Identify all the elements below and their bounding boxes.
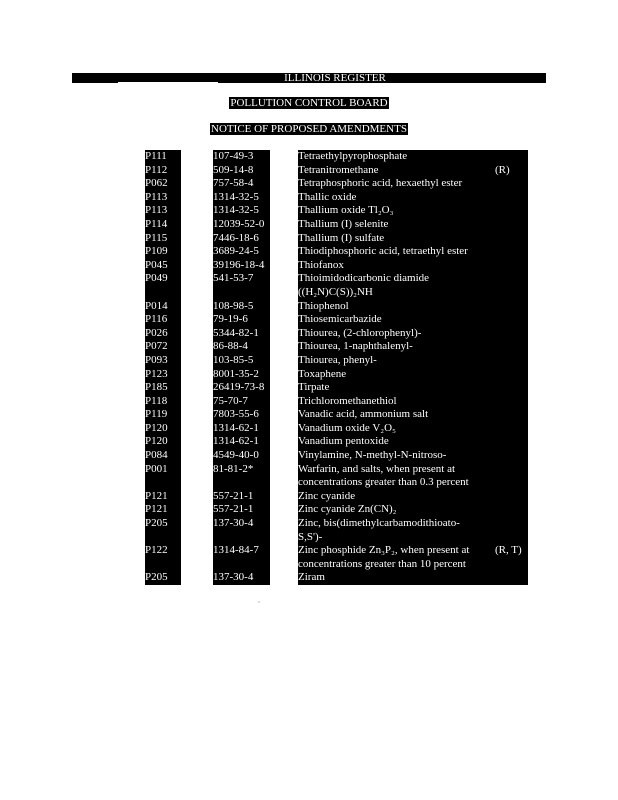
cas-number-cell <box>213 286 270 300</box>
substance-name-cell: S,S')- <box>298 531 495 545</box>
column-gap <box>270 435 298 449</box>
board-title: POLLUTION CONTROL BOARD <box>230 97 388 109</box>
column-gap <box>181 571 213 585</box>
column-gap <box>181 354 213 368</box>
cas-number-cell: 137-30-4 <box>213 571 270 585</box>
column-gap <box>181 272 213 286</box>
column-gap <box>181 164 213 178</box>
column-gap <box>181 531 213 545</box>
hazard-code-cell <box>495 245 528 259</box>
waste-code-cell: P093 <box>145 354 181 368</box>
hazard-code-cell <box>495 259 528 273</box>
cas-number-cell: 3689-24-5 <box>213 245 270 259</box>
hazard-code-cell <box>495 381 528 395</box>
column-gap <box>181 476 213 490</box>
table-row <box>145 544 528 558</box>
column-gap <box>181 286 213 300</box>
waste-code-cell <box>145 476 181 490</box>
waste-code-cell: P185 <box>145 381 181 395</box>
table-row <box>145 435 528 449</box>
waste-code-cell: P049 <box>145 272 181 286</box>
waste-code-cell: P112 <box>145 164 181 178</box>
substance-name-cell: concentrations greater than 10 percent <box>298 558 495 572</box>
hazardous-waste-table-body <box>145 150 528 585</box>
hazard-code-cell: (R) <box>495 164 528 178</box>
table-row <box>145 218 528 232</box>
column-gap <box>270 218 298 232</box>
cas-number-cell: 557-21-1 <box>213 490 270 504</box>
waste-code-cell: P109 <box>145 245 181 259</box>
substance-name-cell: Thiourea, phenyl- <box>298 354 495 368</box>
hazard-code-cell <box>495 435 528 449</box>
substance-name-cell: concentrations greater than 0.3 percent <box>298 476 495 490</box>
column-gap <box>181 449 213 463</box>
waste-code-cell: P045 <box>145 259 181 273</box>
hazard-code-cell <box>495 354 528 368</box>
waste-code-cell: P121 <box>145 503 181 517</box>
substance-name-cell: Thiophenol <box>298 300 495 314</box>
cas-number-cell: 103-85-5 <box>213 354 270 368</box>
hazard-code-cell <box>495 368 528 382</box>
waste-code-cell: P111 <box>145 150 181 164</box>
table-row <box>145 286 528 300</box>
waste-code-cell: P119 <box>145 408 181 422</box>
substance-name-cell: Thioimidodicarbonic diamide <box>298 272 495 286</box>
hazard-code-cell <box>495 300 528 314</box>
table-row <box>145 340 528 354</box>
column-gap <box>270 272 298 286</box>
table-row <box>145 408 528 422</box>
substance-name-cell: Tetraphosphoric acid, hexaethyl ester <box>298 177 495 191</box>
table-row <box>145 463 528 477</box>
cas-number-cell: 1314-62-1 <box>213 435 270 449</box>
table-row <box>145 164 528 178</box>
cas-number-cell <box>213 558 270 572</box>
column-gap <box>270 164 298 178</box>
table-row <box>145 354 528 368</box>
cas-number-cell: 26419-73-8 <box>213 381 270 395</box>
column-gap <box>270 286 298 300</box>
column-gap <box>270 408 298 422</box>
column-gap <box>270 300 298 314</box>
column-gap <box>270 327 298 341</box>
scan-speck <box>258 601 260 603</box>
column-gap <box>181 517 213 531</box>
column-gap <box>270 558 298 572</box>
substance-name-cell: Ziram <box>298 571 495 585</box>
table-row <box>145 272 528 286</box>
column-gap <box>270 463 298 477</box>
cas-number-cell: 86-88-4 <box>213 340 270 354</box>
cas-number-cell: 12039-52-0 <box>213 218 270 232</box>
column-gap <box>181 245 213 259</box>
table-row <box>145 503 528 517</box>
substance-name-cell: Zinc cyanide <box>298 490 495 504</box>
waste-code-cell: P123 <box>145 368 181 382</box>
substance-name-cell: Thallic oxide <box>298 191 495 205</box>
column-gap <box>270 571 298 585</box>
column-gap <box>270 531 298 545</box>
table-row <box>145 476 528 490</box>
table-row <box>145 381 528 395</box>
waste-code-cell: P113 <box>145 204 181 218</box>
hazard-code-cell <box>495 204 528 218</box>
hazard-code-cell: (R, T) <box>495 544 528 558</box>
cas-number-cell: 137-30-4 <box>213 517 270 531</box>
cas-number-cell: 79-19-6 <box>213 313 270 327</box>
waste-code-cell: P116 <box>145 313 181 327</box>
column-gap <box>270 150 298 164</box>
column-gap <box>181 381 213 395</box>
cas-number-cell: 7446-18-6 <box>213 232 270 246</box>
hazard-code-cell <box>495 490 528 504</box>
table-row <box>145 490 528 504</box>
column-gap <box>270 354 298 368</box>
cas-number-cell: 7803-55-6 <box>213 408 270 422</box>
hazard-code-cell <box>495 531 528 545</box>
column-gap <box>270 449 298 463</box>
column-gap <box>270 245 298 259</box>
column-gap <box>181 503 213 517</box>
hazard-code-cell <box>495 463 528 477</box>
hazard-code-cell <box>495 558 528 572</box>
cas-number-cell: 1314-32-5 <box>213 204 270 218</box>
hazard-code-cell <box>495 191 528 205</box>
cas-number-cell: 757-58-4 <box>213 177 270 191</box>
column-gap <box>181 313 213 327</box>
substance-name-cell: Thiofanox <box>298 259 495 273</box>
table-row <box>145 177 528 191</box>
column-gap <box>181 408 213 422</box>
table-row <box>145 150 528 164</box>
table-row <box>145 191 528 205</box>
column-gap <box>270 313 298 327</box>
waste-code-cell: P114 <box>145 218 181 232</box>
hazard-code-cell <box>495 571 528 585</box>
column-gap <box>181 204 213 218</box>
substance-name-cell: Thallium (I) selenite <box>298 218 495 232</box>
waste-code-cell: P026 <box>145 327 181 341</box>
substance-name-cell: Zinc phosphide Zn₃P₂, when present at <box>298 544 495 558</box>
hazard-code-cell <box>495 232 528 246</box>
hazard-code-cell <box>495 395 528 409</box>
waste-code-cell: P014 <box>145 300 181 314</box>
substance-name-cell: Vanadium pentoxide <box>298 435 495 449</box>
column-gap <box>270 381 298 395</box>
substance-name-cell: Vanadic acid, ammonium salt <box>298 408 495 422</box>
table-row <box>145 259 528 273</box>
cas-number-cell: 5344-82-1 <box>213 327 270 341</box>
cas-number-cell: 4549-40-0 <box>213 449 270 463</box>
waste-code-cell <box>145 286 181 300</box>
table-row <box>145 571 528 585</box>
waste-code-cell: P072 <box>145 340 181 354</box>
table-row <box>145 558 528 572</box>
column-gap <box>270 503 298 517</box>
column-gap <box>181 490 213 504</box>
column-gap <box>270 368 298 382</box>
column-gap <box>270 490 298 504</box>
substance-name-cell: ((H₂N)C(S))₂NH <box>298 286 495 300</box>
substance-name-cell: Thiodiphosphoric acid, tetraethyl ester <box>298 245 495 259</box>
hazard-code-cell <box>495 340 528 354</box>
substance-name-cell: Tetranitromethane <box>298 164 495 178</box>
waste-code-cell: P118 <box>145 395 181 409</box>
column-gap <box>270 476 298 490</box>
substance-name-cell: Thallium (I) sulfate <box>298 232 495 246</box>
table-row <box>145 245 528 259</box>
column-gap <box>270 395 298 409</box>
table-row <box>145 232 528 246</box>
notice-title-line <box>0 124 618 135</box>
cas-number-cell: 39196-18-4 <box>213 259 270 273</box>
column-gap <box>270 232 298 246</box>
table-row <box>145 517 528 531</box>
column-gap <box>181 395 213 409</box>
cas-number-cell: 81-81-2* <box>213 463 270 477</box>
column-gap <box>181 259 213 273</box>
column-gap <box>181 150 213 164</box>
substance-name-cell: Vinylamine, N-methyl-N-nitroso- <box>298 449 495 463</box>
substance-name-cell: Toxaphene <box>298 368 495 382</box>
table-row <box>145 449 528 463</box>
substance-name-cell: Thallium oxide Tl₂O₃ <box>298 204 495 218</box>
hazard-code-cell <box>495 313 528 327</box>
cas-number-cell: 75-70-7 <box>213 395 270 409</box>
table-row <box>145 327 528 341</box>
column-gap <box>181 232 213 246</box>
column-gap <box>270 517 298 531</box>
column-gap <box>181 177 213 191</box>
cas-number-cell: 557-21-1 <box>213 503 270 517</box>
substance-name-cell: Thiosemicarbazide <box>298 313 495 327</box>
column-gap <box>181 544 213 558</box>
hazard-code-cell <box>495 476 528 490</box>
table-row <box>145 313 528 327</box>
substance-name-cell: Tirpate <box>298 381 495 395</box>
substance-name-cell: Vanadium oxide V₂O₅ <box>298 422 495 436</box>
cas-number-cell: 509-14-8 <box>213 164 270 178</box>
hazard-code-cell <box>495 286 528 300</box>
hazard-code-cell <box>495 272 528 286</box>
cas-number-cell: 108-98-5 <box>213 300 270 314</box>
cas-number-cell: 1314-62-1 <box>213 422 270 436</box>
hazard-code-cell <box>495 327 528 341</box>
cas-number-cell: 541-53-7 <box>213 272 270 286</box>
column-gap <box>181 558 213 572</box>
table-row <box>145 395 528 409</box>
column-gap <box>270 340 298 354</box>
cas-number-cell: 1314-32-5 <box>213 191 270 205</box>
column-gap <box>270 204 298 218</box>
cas-number-cell: 8001-35-2 <box>213 368 270 382</box>
waste-code-cell: P121 <box>145 490 181 504</box>
column-gap <box>181 435 213 449</box>
waste-code-cell: P062 <box>145 177 181 191</box>
hazard-code-cell <box>495 408 528 422</box>
hazard-code-cell <box>495 503 528 517</box>
waste-code-cell <box>145 531 181 545</box>
hazard-code-cell <box>495 449 528 463</box>
waste-code-cell: P120 <box>145 422 181 436</box>
hazard-code-cell <box>495 150 528 164</box>
table-row <box>145 204 528 218</box>
substance-name-cell: Thiourea, 1-naphthalenyl- <box>298 340 495 354</box>
waste-code-cell: P205 <box>145 571 181 585</box>
substance-name-cell: Trichloromethanethiol <box>298 395 495 409</box>
substance-name-cell: Zinc, bis(dimethylcarbamodithioato- <box>298 517 495 531</box>
table-row <box>145 531 528 545</box>
column-gap <box>270 177 298 191</box>
hazard-code-cell <box>495 177 528 191</box>
column-gap <box>181 300 213 314</box>
cas-number-cell: 1314-84-7 <box>213 544 270 558</box>
hazard-code-cell <box>495 517 528 531</box>
waste-code-cell: P113 <box>145 191 181 205</box>
waste-code-cell: P115 <box>145 232 181 246</box>
hazard-code-cell <box>495 218 528 232</box>
table-row <box>145 300 528 314</box>
cas-number-cell <box>213 476 270 490</box>
hazardous-waste-table <box>145 150 528 585</box>
hazard-code-cell <box>495 422 528 436</box>
substance-name-cell: Zinc cyanide Zn(CN)₂ <box>298 503 495 517</box>
waste-code-cell: P122 <box>145 544 181 558</box>
table-row <box>145 368 528 382</box>
waste-code-cell: P084 <box>145 449 181 463</box>
cas-number-cell <box>213 531 270 545</box>
board-title-line <box>0 98 618 109</box>
column-gap <box>270 191 298 205</box>
column-gap <box>181 422 213 436</box>
table-row <box>145 422 528 436</box>
register-title: ILLINOIS REGISTER <box>284 72 386 84</box>
column-gap <box>181 218 213 232</box>
waste-code-cell <box>145 558 181 572</box>
notice-title: NOTICE OF PROPOSED AMENDMENTS <box>211 123 407 135</box>
column-gap <box>270 259 298 273</box>
column-gap <box>181 327 213 341</box>
column-gap <box>181 191 213 205</box>
header-bar-gap <box>118 82 218 84</box>
column-gap <box>270 422 298 436</box>
substance-name-cell: Warfarin, and salts, when present at <box>298 463 495 477</box>
cas-number-cell: 107-49-3 <box>213 150 270 164</box>
column-gap <box>181 463 213 477</box>
waste-code-cell: P120 <box>145 435 181 449</box>
substance-name-cell: Thiourea, (2-chlorophenyl)- <box>298 327 495 341</box>
column-gap <box>181 340 213 354</box>
column-gap <box>270 544 298 558</box>
waste-code-cell: P001 <box>145 463 181 477</box>
waste-code-cell: P205 <box>145 517 181 531</box>
column-gap <box>181 368 213 382</box>
substance-name-cell: Tetraethylpyrophosphate <box>298 150 495 164</box>
